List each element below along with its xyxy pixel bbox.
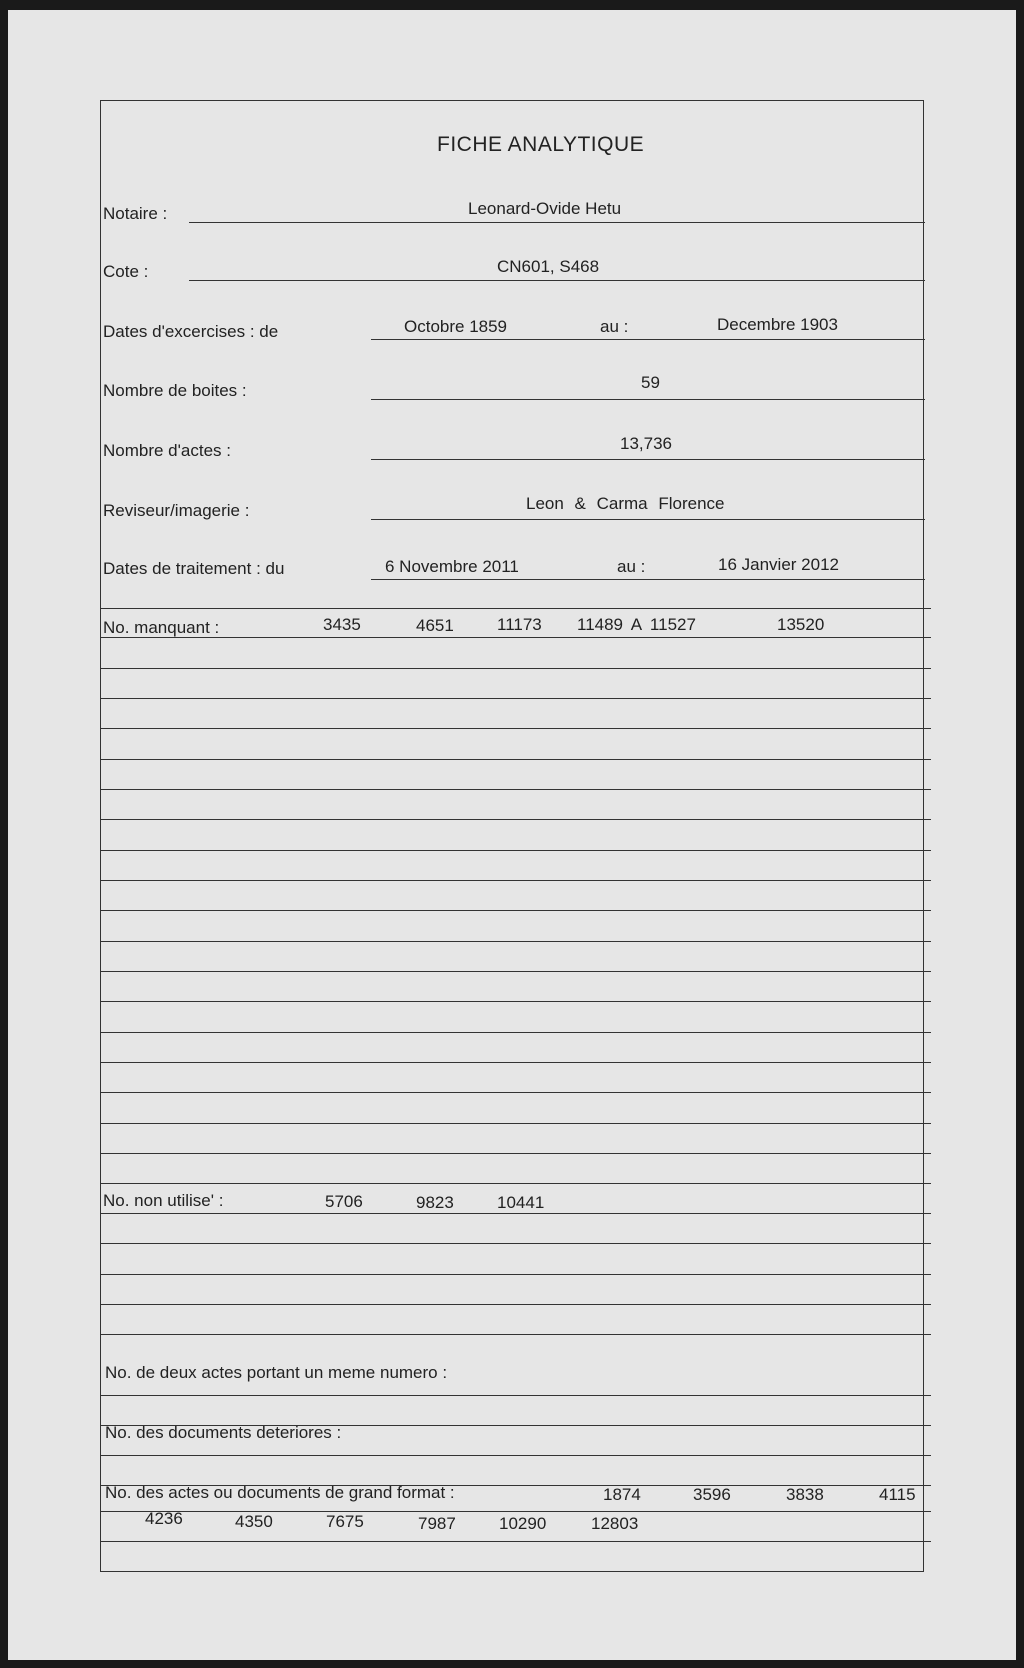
grid-line [101,1213,931,1214]
grid-line [101,850,931,851]
grid-line [101,759,931,760]
grid-line [101,1092,931,1093]
grid-line [101,1511,931,1512]
grand-format-value: 10290 [499,1514,547,1533]
grid-line [101,1395,931,1396]
dates-exercices-line [371,339,925,340]
notaire-line [189,222,925,223]
grid-line [101,880,931,881]
form-frame [100,100,924,1572]
grid-line [101,1274,931,1275]
grand-format-value: 12803 [591,1514,639,1533]
no-non-utilise-value: 9823 [416,1193,454,1212]
dates-traitement-au: au : [617,557,646,576]
grid-line [101,1243,931,1244]
grand-format-value: 4350 [235,1512,273,1531]
grid-line [101,637,931,638]
grid-line [101,1183,931,1184]
no-manquant-value: 11489 A 11527 [577,615,696,634]
grid-line [101,698,931,699]
no-manquant-value: 4651 [416,616,454,635]
dates-exercices-au: au : [600,317,629,336]
dates-exercices-label: Dates d'excercises : de [103,322,279,341]
cote-value: CN601, S468 [497,257,600,276]
no-manquant-label: No. manquant : [103,618,220,637]
form-title: FICHE ANALYTIQUE [437,133,645,156]
grid-line [101,1153,931,1154]
grid-line [101,1062,931,1063]
cote-line [189,280,925,281]
grid-line [101,971,931,972]
grand-format-value: 7987 [418,1514,456,1533]
grand-format-value: 1874 [603,1485,641,1504]
no-non-utilise-label: No. non utilise' : [103,1191,224,1210]
cote-label: Cote : [103,262,149,281]
no-manquant-value: 3435 [323,615,361,634]
reviseur-value: Leon & Carma Florence [526,494,725,513]
grid-line [101,1334,931,1335]
notaire-label: Notaire : [103,204,168,223]
grid-line [101,1001,931,1002]
reviseur-label: Reviseur/imagerie : [103,501,250,520]
grand-format-value: 7675 [326,1512,364,1531]
grand-format-value: 3596 [693,1485,731,1504]
notaire-value: Leonard-Ovide Hetu [468,199,622,218]
grand-format-value: 4115 [879,1485,916,1504]
document-page [8,10,1016,1660]
grid-line [101,668,931,669]
nombre-actes-label: Nombre d'actes : [103,441,231,460]
dates-traitement-to: 16 Janvier 2012 [718,555,839,574]
nombre-boites-label: Nombre de boites : [103,381,247,400]
no-manquant-value: 13520 [777,615,825,634]
grand-format-label: No. des actes ou documents de grand format : [105,1483,455,1502]
grand-format-value: 4236 [145,1509,183,1528]
dates-exercices-from: Octobre 1859 [404,317,508,336]
grid-line [101,608,931,609]
grand-format-value: 3838 [786,1485,824,1504]
nombre-boites-value: 59 [641,373,660,392]
dates-traitement-from: 6 Novembre 2011 [385,557,519,576]
no-non-utilise-value: 5706 [325,1192,363,1211]
grid-line [101,1304,931,1305]
grid-line [101,910,931,911]
nombre-actes-line [371,459,925,460]
grid-line [101,1032,931,1033]
nombre-boites-line [371,399,925,400]
grid-line [101,1541,931,1542]
nombre-actes-value: 13,736 [620,434,672,453]
grid-line [101,941,931,942]
documents-deteriores-label: No. des documents deteriores : [105,1423,342,1442]
dates-traitement-line [371,579,925,580]
reviseur-line [371,519,925,520]
grid-line [101,1455,931,1456]
grid-line [101,789,931,790]
no-manquant-value: 11173 [497,615,542,634]
grid-line [101,819,931,820]
grid-line [101,728,931,729]
no-non-utilise-value: 10441 [497,1193,545,1212]
grid-line [101,1123,931,1124]
dates-exercices-to: Decembre 1903 [717,315,838,334]
deux-actes-label: No. de deux actes portant un meme numero : [105,1363,448,1382]
dates-traitement-label: Dates de traitement : du [103,559,285,578]
